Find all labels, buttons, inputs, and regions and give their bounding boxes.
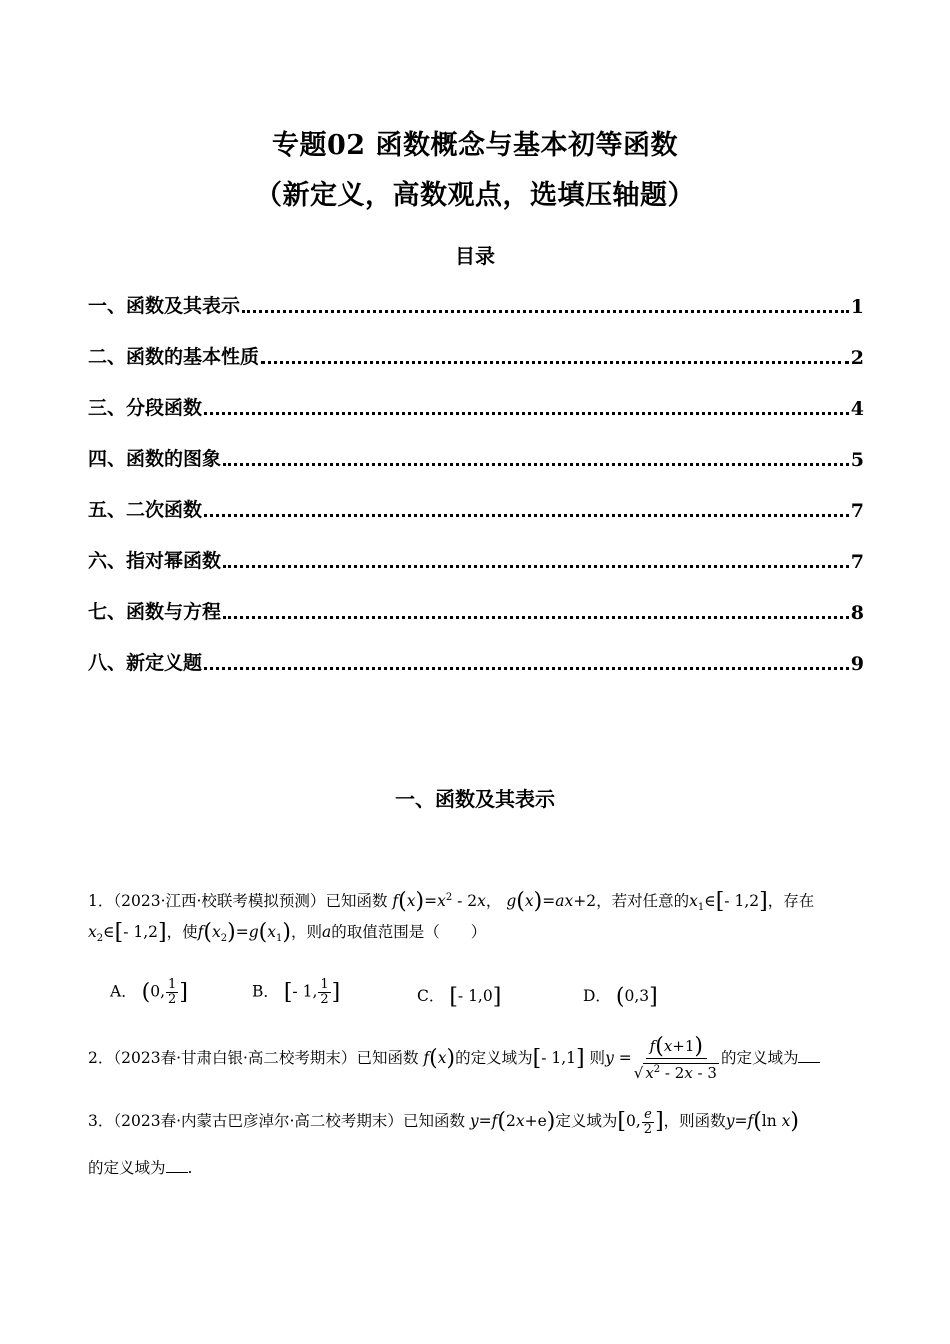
toc-leader-dots [261,361,849,364]
toc-entry-page: 1 [850,296,864,318]
section-heading: 一、函数及其表示 [395,787,555,811]
math-formula: $f(x)=x^2 - 2x$ [392,889,486,915]
toc-entry[interactable] [88,545,864,573]
question-text: 已知函数 [325,892,388,911]
question-text: 的定义域为 [88,1159,166,1177]
toc-leader-dots [204,412,849,415]
toc-entry-label: 二、函数的基本性质 [88,346,260,368]
toc-entry[interactable] [88,647,864,675]
option-letter: C． [417,987,445,1005]
toc-leader-dots [204,667,849,670]
math-formula: $x_1\in[-$ 1,2] [689,889,768,915]
question-1 [88,886,860,951]
toc-leader-dots [223,616,849,619]
toc-heading: 目录 [455,244,495,268]
document-subtitle: （新定义，高数观点，选填压轴题） [255,180,695,211]
math-formula: $x_2\in[-$ 1,2] [88,920,167,946]
toc-entry-label: 八、新定义题 [88,652,203,674]
option-d[interactable]: D． (0,3] [583,984,658,1010]
toc-entry-page: 9 [850,653,864,675]
question-source: （2023春·甘肃白银·高二校考期末） [113,1049,357,1067]
math-formula: [0, $\frac{e}{2}$ ] [617,1106,664,1137]
math-variable: a [321,923,332,942]
question-text: 的定义域为 [455,1049,533,1067]
toc-entry-page: 5 [850,449,864,471]
question-text: . [187,1159,193,1177]
answer-blank[interactable] [798,1048,820,1063]
question-text: ，若对任意的 [596,892,690,911]
question-text: 的取值范围是（ ） [331,923,487,942]
math-formula: y=f(2x+e) [469,1109,556,1134]
toc-leader-dots [223,463,849,466]
option-c[interactable]: C． [- 1,0] [417,984,502,1010]
question-3 [88,1098,860,1145]
toc-entry-page: 4 [850,398,864,420]
question-text: 的定义域为 [720,1049,799,1067]
question-number: 3． [88,1112,114,1130]
toc-entry[interactable] [88,341,864,369]
toc-entry-label: 六、指对幂函数 [88,550,222,572]
toc-leader-dots [223,565,849,568]
option-letter: B． [252,982,279,1001]
math-formula: $f(x_2)=g(x_1)$ [197,920,291,946]
math-formula: f(x) [423,1046,456,1071]
option-a[interactable]: A． (0, $\frac{1}{2}$ ] [110,977,188,1007]
question-text: ，则 [290,923,322,942]
question-text: ，使 [166,923,198,942]
toc-entry-label: 五、二次函数 [88,499,203,521]
question-text: 已知函数 [402,1112,465,1130]
toc-leader-dots [242,310,849,313]
question-2 [88,1030,860,1087]
toc-entry-label: 七、函数与方程 [88,601,222,623]
toc-entry[interactable] [88,494,864,522]
toc-entry-label: 三、分段函数 [88,397,203,419]
toc-entry-page: 8 [850,602,864,624]
option-b[interactable]: B． [- 1, $\frac{1}{2}$ ] [252,977,341,1007]
toc-entry-label: 四、函数的图象 [88,448,222,470]
toc-leader-dots [204,514,849,517]
toc-entry-label: 一、函数及其表示 [88,295,241,317]
toc-entry-page: 7 [850,551,864,573]
question-3-continued [88,1156,860,1180]
question-text: ，存在 [767,892,815,911]
toc-entry-page: 2 [850,347,864,369]
question-text: ，则函数 [663,1112,726,1130]
question-text: ， [485,892,502,911]
question-number: 2． [88,1049,114,1067]
math-formula: [- 1,1] [532,1046,585,1071]
question-source: （2023·江西·校联考模拟预测） [113,892,326,911]
math-formula: g(x)=ax+2 [506,889,597,915]
question-number: 1． [88,892,114,911]
toc-entry[interactable] [88,392,864,420]
question-text: 定义域为 [555,1112,618,1130]
toc-entry[interactable] [88,596,864,624]
answer-blank[interactable] [166,1158,188,1173]
question-text: 已知函数 [356,1049,419,1067]
toc-entry[interactable] [88,443,864,471]
math-formula: y = $\frac{f(x+1)}{√ x^2 - 2x - 3}$ [605,1033,717,1082]
document-title: 专题02 函数概念与基本初等函数 [272,130,678,161]
option-letter: A． [110,982,137,1001]
question-text: 则 [589,1049,606,1067]
math-formula: y=f(ln x) [725,1109,800,1134]
option-letter: D． [583,987,611,1005]
question-source: （2023春·内蒙古巴彦淖尔·高二校考期末） [113,1112,403,1130]
toc-entry-page: 7 [850,500,864,522]
toc-entry[interactable] [88,290,864,318]
